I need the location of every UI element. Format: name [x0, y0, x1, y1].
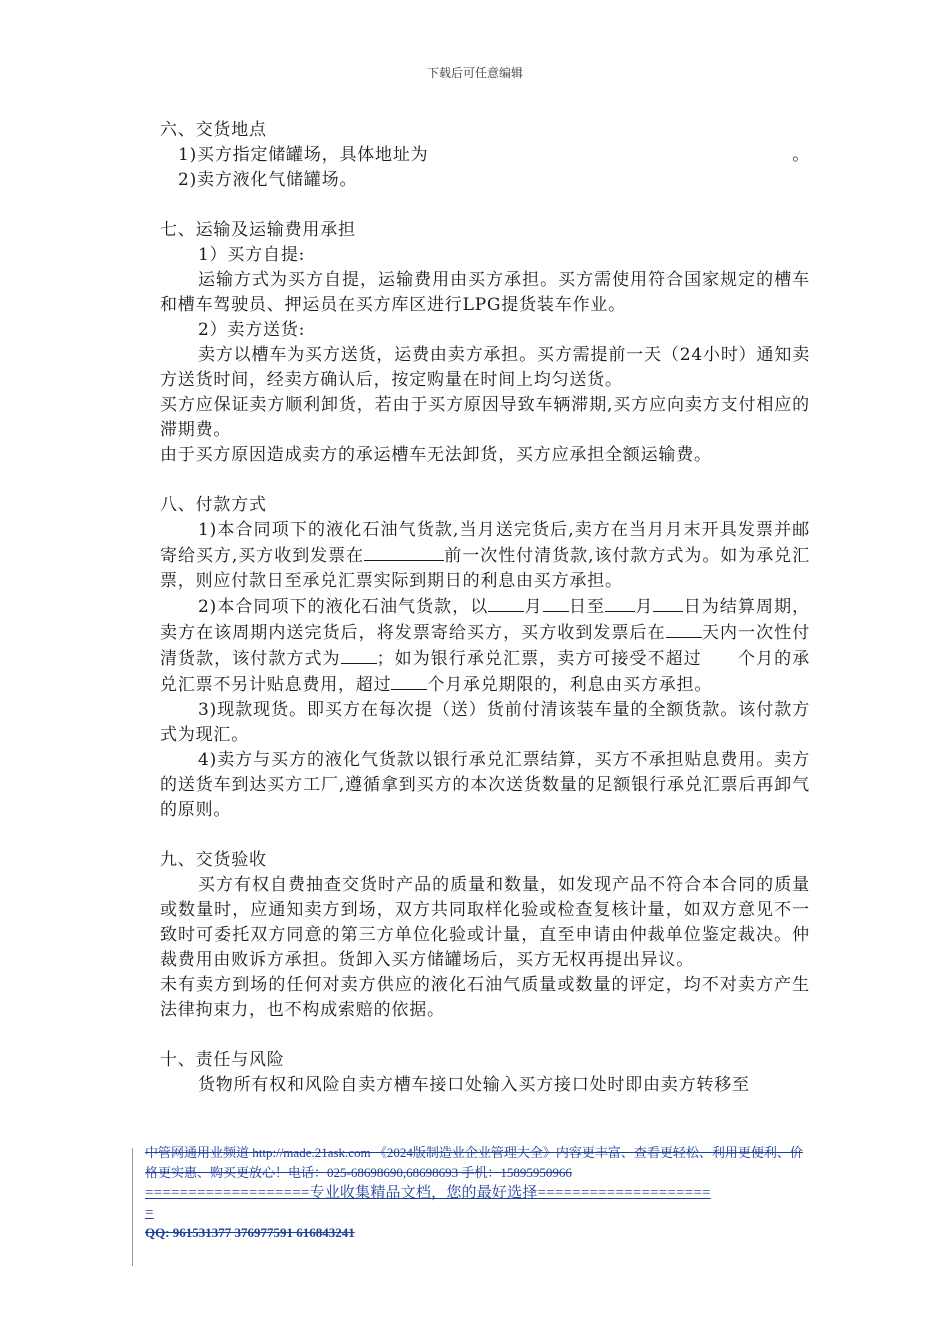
footer-slogan: ===================专业收集精品文档，您的最好选择====================	[145, 1185, 711, 1201]
section-8-title: 八、付款方式	[160, 495, 267, 515]
section-6-item-2: 2)卖方液化气储罐场。	[178, 170, 358, 190]
blank-field	[653, 594, 683, 612]
footer-qq: QQ: 961531377 376977591 616843241	[145, 1225, 355, 1240]
section-9-para-1: 买方有权自费抽查交货时产品的质量和数量，如发现产品不符合本合同的质量或数量时，应通知卖方到场，双方共同取样化验或检查复核计量，如双方意见不一致时可委托双方同意的第三方单位化验或计量，直至申请由仲裁单位鉴定裁决。仲裁费用由败诉方承担。货卸入买方储罐场后，买方无权再提出异议。	[160, 875, 810, 970]
blank-field	[391, 672, 427, 690]
section-7-item-b: 2）卖方送货:	[198, 320, 306, 340]
section-8-item-3: 3)现款现货。即买方在每次提（送）货前付清该装车量的全额货款。该付款方式为现汇。	[160, 700, 810, 745]
section-10-title: 十、责任与风险	[160, 1050, 285, 1070]
document-body	[160, 118, 810, 1098]
section-7-item-a-text: 运输方式为买方自提，运输费用由买方承担。买方需使用符合国家规定的槽车和槽车驾驶员、押运员在买方库区进行LPG提货装车作业。	[160, 270, 810, 315]
section-7-freight: 由于买方原因造成卖方的承运槽车无法卸货，买方应承担全额运输费。	[160, 445, 712, 465]
section-9-title: 九、交货验收	[160, 850, 267, 870]
blank-field	[488, 594, 524, 612]
page-header: 下载后可任意编辑	[426, 66, 523, 80]
margin-line	[132, 1148, 133, 1266]
section-7-item-a: 1）买方自提:	[198, 245, 306, 265]
section-9-para-2: 未有卖方到场的任何对卖方供应的液化石油气质量或数量的评定，均不对卖方产生法律拘束力，也不构成索赔的依据。	[160, 975, 810, 1020]
footer-slogan-tail: =	[145, 1205, 154, 1221]
section-8-item-4: 4)卖方与买方的液化气货款以银行承兑汇票结算，买方不承担贴息费用。卖方的送货车到达买方工厂,遵循拿到买方的本次送货数量的足额银行承兑汇票后再卸气的原则。	[160, 750, 810, 820]
blank-field	[666, 620, 702, 638]
section-10-para-1: 货物所有权和风险自卖方槽车接口处输入买方接口处时即由卖方转移至	[198, 1075, 750, 1095]
section-7-item-b-text: 卖方以槽车为买方送货，运费由卖方承担。买方需提前一天（24小时）通知卖方送货时间，经卖方确认后，按定购量在时间上均匀送货。	[160, 345, 810, 390]
blank-field	[364, 543, 444, 561]
section-7-demurrage: 买方应保证卖方顺利卸货，若由于买方原因导致车辆滞期,买方应向卖方支付相应的滞期费。	[160, 395, 810, 440]
section-6-item-1-end: 。	[792, 145, 810, 165]
section-8-item-2: 2)本合同项下的液化石油气货款，以 月 日至 月 日为结算周期，卖方在该周期内送完货后，将发票寄给买方，买方收到发票后在 天内一次性付清货款，该付款方式为 ；如为银行承兑汇票，卖方可接受不超过 个月的承兑汇票不另计贴息费用，超过 个月承兑期限的，利息由买方承担。	[160, 594, 810, 698]
section-8-item-1: 1)本合同项下的液化石油气货款,当月送完货后,卖方在当月月末开具发票并邮寄给买方,买方收到发票在 前一次性付清货款,该付款方式为。如为承兑汇票，则应付款日至承兑汇票实际到期日的利息由买方承担。	[160, 520, 810, 591]
section-7-title: 七、运输及运输费用承担	[160, 220, 356, 240]
blank-field	[341, 646, 377, 664]
footer-ad	[145, 1143, 815, 1243]
section-6-title: 六、交货地点	[160, 120, 267, 140]
blank-field	[543, 594, 569, 612]
blank-field	[605, 594, 635, 612]
footer-ad-line[interactable]: 中管网通用业频道 http://made.21ask.com 《2024版制造业企业管理大全》内容更丰富、查看更轻松、利用更便利、价格更实惠、购买更放心！电话：025-68698690,68698693 手机：15895950966	[145, 1145, 803, 1180]
section-6-item-1: 1)买方指定储罐场，具体地址为 。	[160, 143, 810, 168]
